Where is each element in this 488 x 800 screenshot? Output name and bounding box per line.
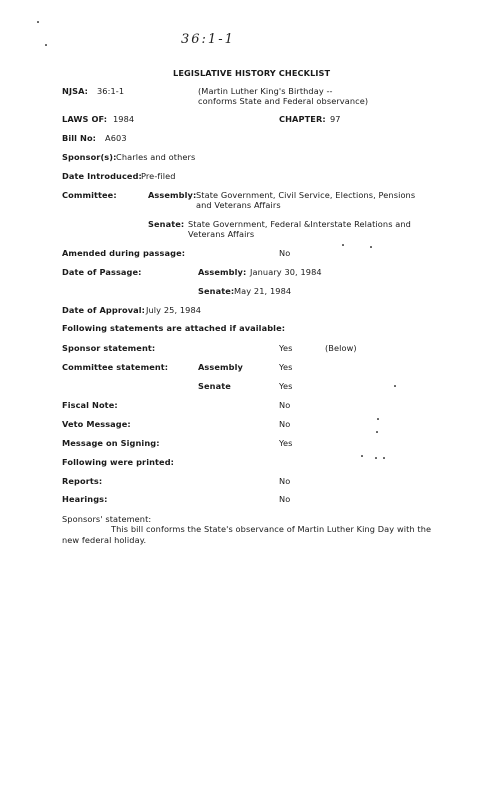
committee-statement-senate-label: Senate [198,381,231,391]
committee-assembly-line2: and Veterans Affairs [196,200,281,210]
amended-label: Amended during passage: [62,248,186,258]
reports-label: Reports: [62,476,103,486]
attached-heading: Following statements are attached if available: [62,323,286,333]
printed-heading: Following were printed: [62,457,175,467]
sponsors-statement-heading: Sponsors' statement: [62,514,152,524]
amended-value: No [279,248,291,258]
reports-value: No [279,476,291,486]
scan-speck [375,457,377,459]
message-on-signing-value: Yes [279,438,293,448]
passage-senate-label: Senate: [198,286,235,296]
scan-speck [361,455,363,457]
handwritten-note: 36:1-1 [181,32,235,47]
njsa-subject-line2: conforms State and Federal observance) [198,96,369,106]
sponsors-label: Sponsor(s): [62,152,117,162]
scan-speck [342,244,344,246]
committee-senate-line2: Veterans Affairs [188,229,255,239]
laws-of-value: 1984 [113,114,135,124]
sponsor-statement-note: (Below) [325,343,357,353]
sponsors-statement-line2: new federal holiday. [62,535,147,545]
scan-speck [394,385,396,387]
date-introduced-value: Pre-filed [141,171,176,181]
scan-speck [37,21,39,23]
passage-senate-value: May 21, 1984 [234,286,292,296]
fiscal-note-label: Fiscal Note: [62,400,118,410]
date-introduced-label: Date Introduced: [62,171,142,181]
passage-assembly-value: January 30, 1984 [250,267,322,277]
date-of-approval-label: Date of Approval: [62,305,146,315]
committee-label: Committee: [62,190,117,200]
committee-statement-senate-value: Yes [279,381,293,391]
passage-assembly-label: Assembly: [198,267,247,277]
bill-no-value: A603 [105,133,127,143]
committee-assembly-label: Assembly: [148,190,197,200]
scan-speck [377,418,379,420]
chapter-value: 97 [330,114,341,124]
sponsors-value: Charles and others [116,152,196,162]
message-on-signing-label: Message on Signing: [62,438,160,448]
scan-speck [383,457,385,459]
date-of-passage-label: Date of Passage: [62,267,142,277]
scan-speck [45,44,47,46]
sponsor-statement-label: Sponsor statement: [62,343,156,353]
hearings-label: Hearings: [62,494,108,504]
fiscal-note-value: No [279,400,291,410]
hearings-value: No [279,494,291,504]
committee-statement-label: Committee statement: [62,362,169,372]
sponsors-statement-line1: This bill conforms the State's observance of Martin Luther King Day with the [111,524,432,534]
veto-message-value: No [279,419,291,429]
laws-of-label: LAWS OF: [62,114,108,124]
veto-message-label: Veto Message: [62,419,131,429]
sponsor-statement-value: Yes [279,343,293,353]
committee-senate-line1: State Government, Federal &Interstate Relations and [188,219,411,229]
committee-statement-assembly-label: Assembly [198,362,243,372]
committee-senate-label: Senate: [148,219,185,229]
scan-speck [370,246,372,248]
committee-statement-assembly-value: Yes [279,362,293,372]
document-title: LEGISLATIVE HISTORY CHECKLIST [173,68,331,78]
date-of-approval-value: July 25, 1984 [146,305,202,315]
njsa-label: NJSA: [62,86,89,96]
chapter-label: CHAPTER: [279,114,326,124]
committee-assembly-line1: State Government, Civil Service, Elections, Pensions [196,190,416,200]
njsa-subject-line1: (Martin Luther King's Birthday -- [198,86,333,96]
scan-speck [376,431,378,433]
njsa-value: 36:1-1 [97,86,125,96]
bill-no-label: Bill No: [62,133,97,143]
